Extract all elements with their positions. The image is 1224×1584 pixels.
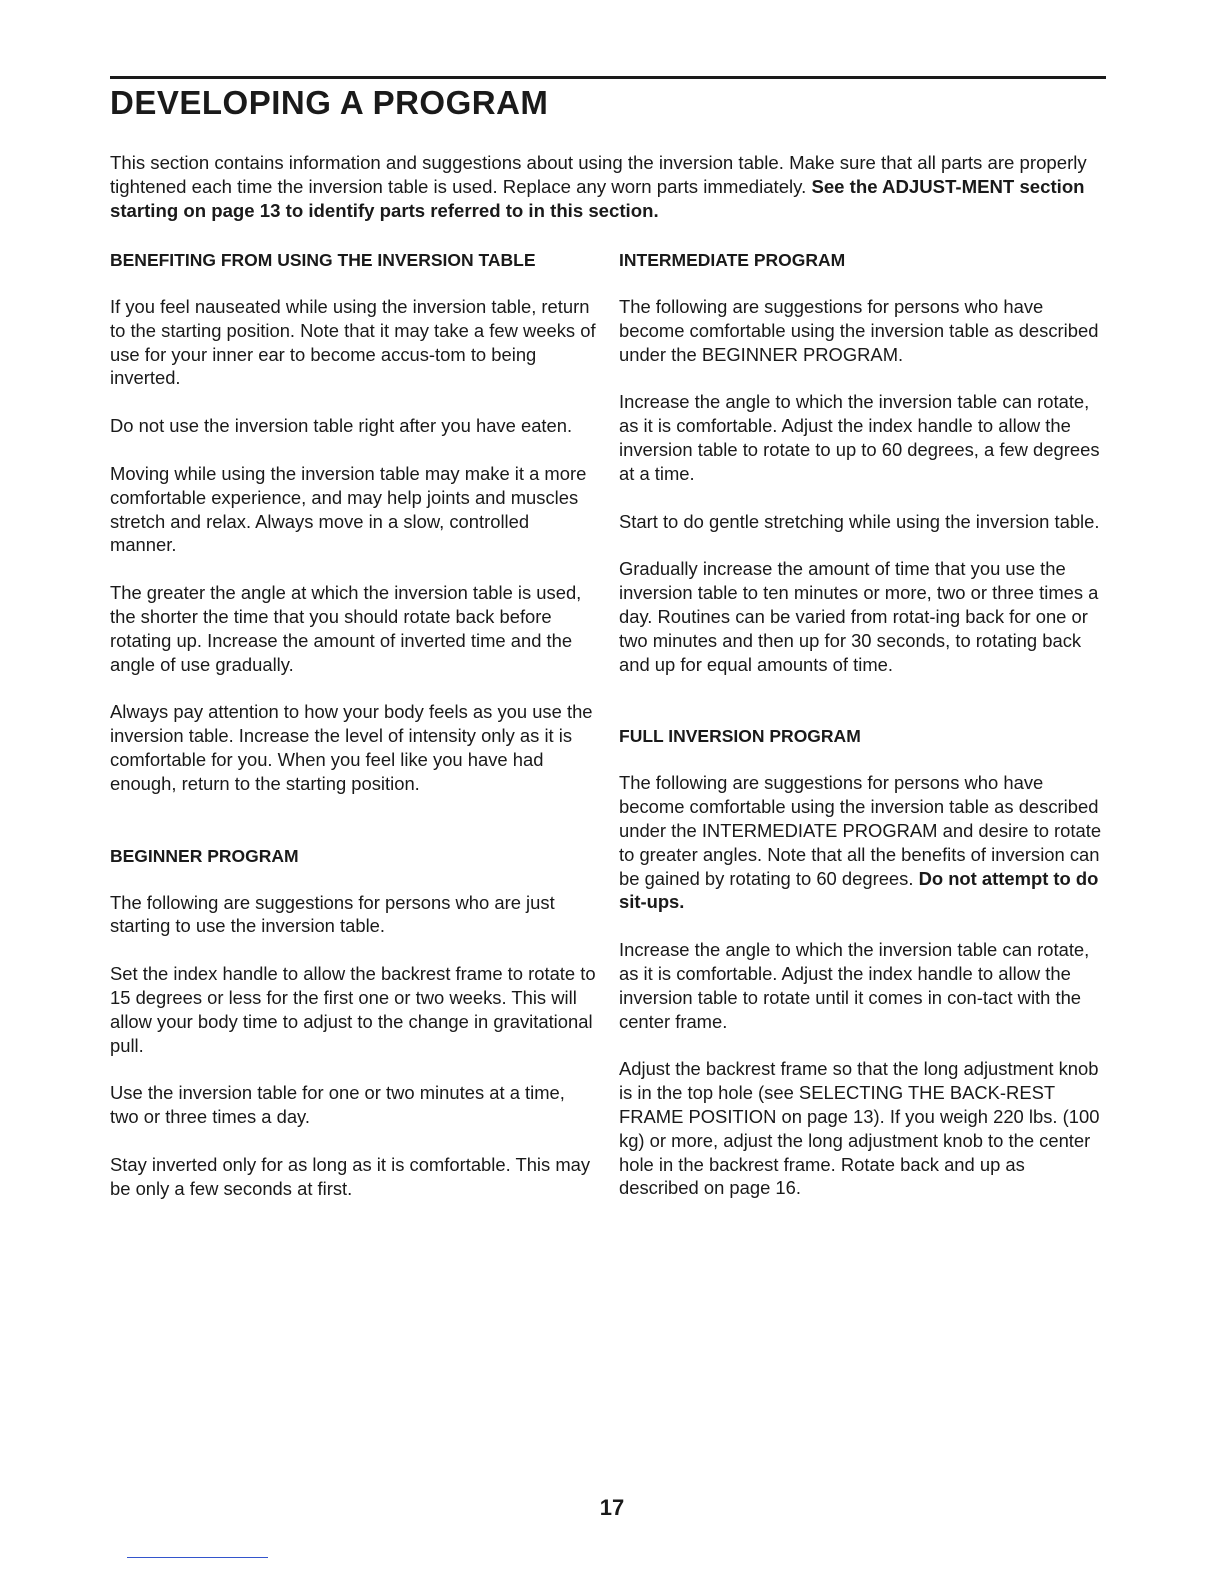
intro-bold-reference: See the ADJUST-MENT section starting on page 13 to identify parts referred to in this section. <box>110 175 1085 221</box>
benefiting-paragraph-5: Always pay attention to how your body feels as you use the inversion table. Increase the level of intensity only as it is comfortable for you. When you feel like you have had enough, return to the starting position. <box>110 701 593 794</box>
beginner-paragraph-2: Set the index handle to allow the backrest frame to rotate to 15 degrees or less for the first one or two weeks. This will allow your body time to adjust to the change in gravitational pull. <box>110 963 596 1056</box>
full-inversion-paragraph-1 <box>619 771 1107 914</box>
full-inversion-heading: FULL INVERSION PROGRAM <box>619 726 861 747</box>
title-rule <box>110 76 1106 79</box>
benefiting-paragraph-3: Moving while using the inversion table may make it a more comfortable experience, and may help joints and muscles stretch and relax. Always move in a slow, controlled manner. <box>110 462 587 556</box>
intermediate-paragraph-1: The following are suggestions for persons who have become comfortable using the inversion table as described under the BEGINNER PROGRAM. <box>619 296 1099 365</box>
sit-ups-warning: Do not attempt to do sit-ups. <box>619 867 1099 913</box>
beginner-paragraph-3: Use the inversion table for one or two minutes at a time, two or three times a day. <box>110 1082 565 1128</box>
intermediate-heading: INTERMEDIATE PROGRAM <box>619 250 846 270</box>
full-inversion-paragraph-3: Adjust the backrest frame so that the long adjustment knob is in the top hole (see SELECTING THE BACK-REST FRAME POSITION on page 13). If you weigh 220 lbs. (100 kg) or more, adjust the long adjustment knob to the center hole in the backrest frame. Rotate back and up as described on page 16. <box>619 1058 1100 1199</box>
beginner-heading: BEGINNER PROGRAM <box>110 845 299 866</box>
beginner-paragraph-4: Stay inverted only for as long as it is comfortable. This may be only a few seconds at first. <box>110 1153 591 1199</box>
full-inversion-paragraph-1-text: The following are suggestions for persons who have become comfortable using the inversion table as described under the INTERMEDIATE PROGRAM and desire to rotate to greater angles. Note that all the benefits of inversion can be gained by rotating to 60 degrees. <box>619 772 1102 889</box>
intro-paragraph <box>110 151 1110 222</box>
intermediate-paragraph-2: Increase the angle to which the inversion table can rotate, as it is comfortable. Adjust the index handle to allow the inversion table to rotate to up to 60 degrees, a few degrees at a time. <box>619 391 1100 484</box>
intermediate-paragraph-3: Start to do gentle stretching while using the inversion table. <box>619 510 1100 532</box>
page-number: 17 <box>599 1495 625 1520</box>
beginner-paragraph-1: The following are suggestions for persons who are just starting to use the inversion table. <box>110 891 555 937</box>
right-column <box>619 248 1107 1200</box>
page-title: DEVELOPING A PROGRAM <box>110 84 549 121</box>
left-column <box>110 248 596 1201</box>
intro-text: This section contains information and suggestions about using the inversion table. Make sure that all parts are properly tightened each time the inversion table is used. Replace any worn parts immediately. <box>110 152 1087 197</box>
full-inversion-paragraph-2: Increase the angle to which the inversion table can rotate, as it is comfortable. Adjust the index handle to allow the inversion table to rotate until it comes in con-tact with the center frame. <box>619 939 1090 1032</box>
benefiting-paragraph-2: Do not use the inversion table right after you have eaten. <box>110 415 573 437</box>
footer-line <box>127 1557 268 1558</box>
benefiting-paragraph-4: The greater the angle at which the inversion table is used, the shorter the time that you should rotate back before rotating up. Increase the amount of inverted time and the angle of use gradually. <box>110 582 582 675</box>
benefiting-heading: BENEFITING FROM USING THE INVERSION TABLE <box>110 250 536 270</box>
intermediate-paragraph-4: Gradually increase the amount of time that you use the inversion table to ten minutes or more, two or three times a day. Routines can be varied from rotat-ing back for one or two minutes and then up for 30 seconds, to rotating back and up for equal amounts of time. <box>619 558 1099 675</box>
benefiting-paragraph-1: If you feel nauseated while using the inversion table, return to the starting position. Note that it may take a few weeks of use for your inner ear to become accus-tom to being inverted. <box>110 296 596 389</box>
